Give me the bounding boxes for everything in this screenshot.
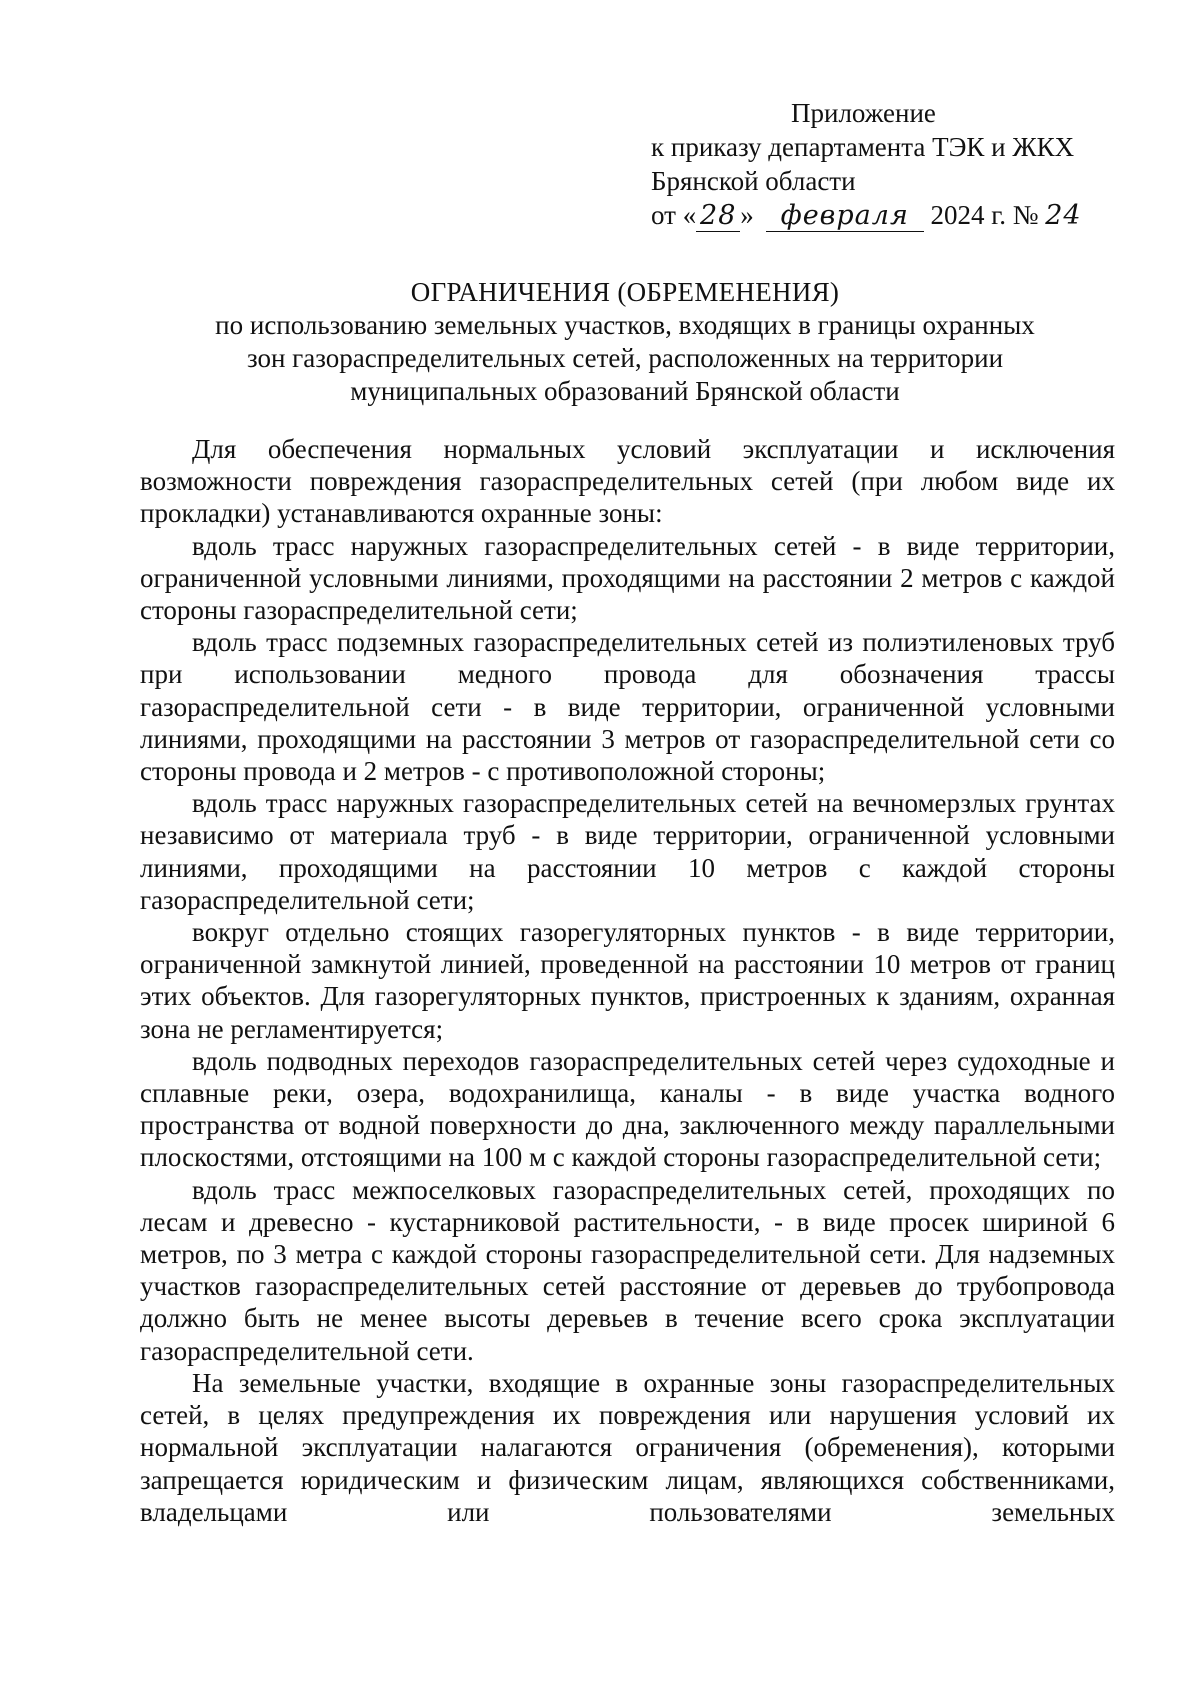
handwritten-day: 28 [696,201,740,232]
paragraph-forest-clearings: вдоль трасс межпоселковых газораспределительных сетей, проходящих по лесам и древесно - кустарниковой растительности, - в виде просек шириной 6 метров, по 3 метра с каждой стороны газораспределительной сети. Для надземных участков газораспределительных сетей расстояние от деревьев до трубопровода должно быть не менее высоты деревьев в течение всего срока эксплуатации газораспределительной сети. [140,1174,1115,1366]
title-main: ОГРАНИЧЕНИЯ (ОБРЕМЕНЕНИЯ) [410,277,840,307]
paragraph-restrictions: На земельные участки, входящие в охранные зоны газораспределительных сетей, в целях предупреждения их повреждения или нарушения условий их нормальной эксплуатации налагаются ограничения (обременения), которыми запрещается юридическим и физическим лицам, являющихся собственниками, владельцами или пользователями земельных [140,1367,1115,1527]
title-subtitle-1: по использованию земельных участков, входящих в границы охранных [215,310,1035,340]
appendix-order-ref: к приказу департамента ТЭК и ЖКХ [651,132,1075,162]
document-title [140,276,1110,408]
title-subtitle-2: зон газораспределительных сетей, расположенных на территории [246,343,1004,373]
appendix-date-line [651,198,1082,232]
date-prefix: от « [651,200,697,230]
date-suffix: 2024 г. № [923,200,1039,230]
paragraph-gas-regulator-points: вокруг отдельно стоящих газорегуляторных пунктов - в виде территории, ограниченной замкнутой линией, проведенной на расстоянии 10 метров от границ этих объектов. Для газорегуляторных пунктов, пристроенных к зданиям, охранная зона не регламентируется; [140,917,1115,1044]
paragraph-permafrost: вдоль трасс наружных газораспределительных сетей на вечномерзлых грунтах независимо от материала труб - в виде территории, ограниченной условными линиями, проходящими на расстоянии 10 метров с каждой стороны газораспределительной сети; [140,788,1115,915]
paragraph-intro: Для обеспечения нормальных условий эксплуатации и исключения возможности повреждения газораспределительных сетей (при любом виде их прокладки) устанавливаются охранные зоны: [140,434,1115,529]
paragraph-outdoor-networks: вдоль трасс наружных газораспределительных сетей - в виде территории, ограниченной условными линиями, проходящими на расстоянии 2 метров с каждой стороны газораспределительной сети; [140,530,1115,626]
handwritten-order-number: 24 [1045,200,1082,231]
body-text [140,433,1115,1528]
title-subtitle-3: муниципальных образований Брянской области [350,376,900,406]
appendix-label: Приложение [791,98,936,128]
handwritten-month: февраля [766,201,924,232]
appendix-region: Брянской области [651,166,856,196]
paragraph-underground-pe-pipes: вдоль трасс подземных газораспределительных сетей из полиэтиленовых труб при использовании медного провода для обозначения трассы газораспределительной сети - в виде территории, ограниченной условными линиями, проходящими на расстоянии 3 метров от газораспределительной сети со стороны провода и 2 метров - с противоположной стороны; [140,627,1115,787]
date-mid: » [740,200,754,230]
appendix-header [651,96,1082,232]
paragraph-underwater-crossings: вдоль подводных переходов газораспределительных сетей через судоходные и сплавные реки, озера, водохранилища, каналы - в виде участка водного пространства от водной поверхности до дна, заключенного между параллельными плоскостями, отстоящими на 100 м с каждой стороны газораспределительной сети; [140,1045,1115,1173]
